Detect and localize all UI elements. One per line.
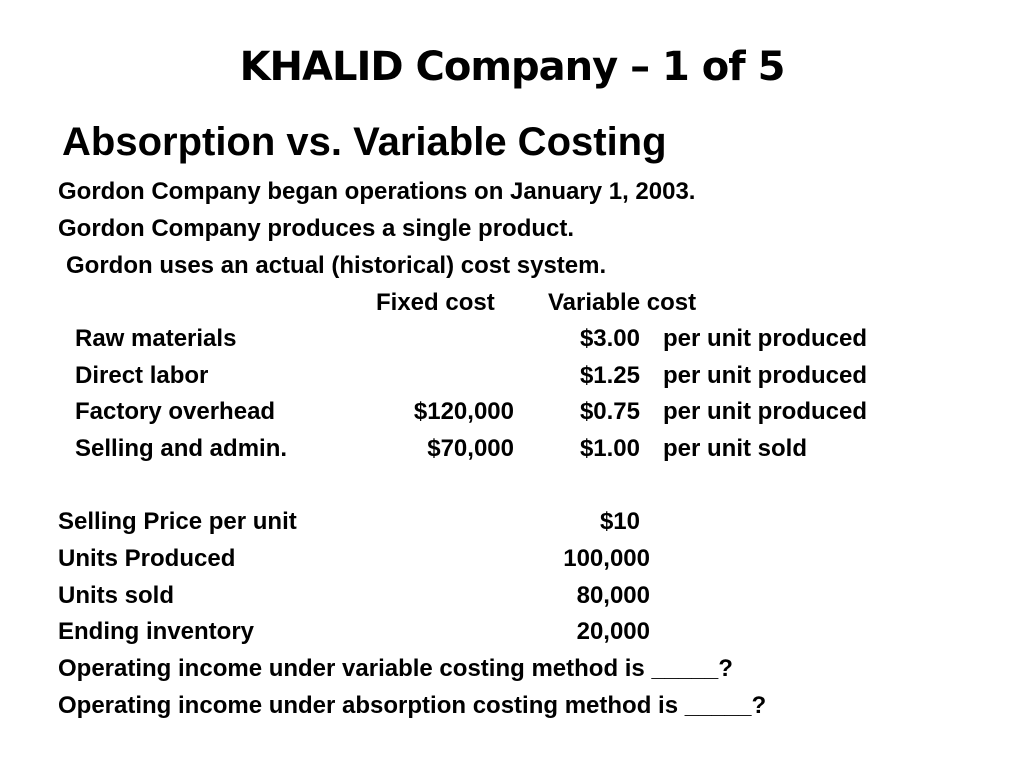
fact-label: Units Produced [58,545,236,572]
variable-cost-value: $1.00 [579,435,640,462]
cost-item: Factory overhead [75,398,276,425]
fact-label: Selling Price per unit [58,508,297,535]
question: Operating income under variable costing method is _____? [58,655,733,682]
variable-cost-header: Variable cost [548,289,697,316]
intro-line: Gordon Company began operations on January 1, 2003. [58,178,696,205]
cost-basis: per unit produced [663,362,867,389]
cost-item: Raw materials [75,325,237,352]
fact-value: 80,000 [576,582,650,609]
fact-value: $10 [599,508,640,535]
question: Operating income under absorption costing method is _____? [58,692,767,719]
variable-cost-value: $0.75 [579,398,640,425]
fact-value: 20,000 [576,618,650,645]
fact-label: Units sold [58,582,175,609]
fixed-cost-value: $70,000 [427,435,514,462]
cost-item: Direct labor [75,362,209,389]
slide-title: KHALID Company – 1 of 5 [239,44,785,90]
fixed-cost-value: $120,000 [413,398,514,425]
intro-line: Gordon uses an actual (historical) cost system. [66,252,607,279]
fact-value: 100,000 [563,545,650,572]
variable-cost-value: $3.00 [579,325,640,352]
variable-cost-value: $1.25 [579,362,640,389]
cost-basis: per unit produced [663,325,867,352]
cost-basis: per unit produced [663,398,867,425]
fact-label: Ending inventory [58,618,255,645]
intro-line: Gordon Company produces a single product. [58,215,575,242]
fixed-cost-header: Fixed cost [376,289,495,316]
slide-subtitle: Absorption vs. Variable Costing [62,120,667,164]
cost-basis: per unit sold [663,435,807,462]
cost-item: Selling and admin. [75,435,288,462]
